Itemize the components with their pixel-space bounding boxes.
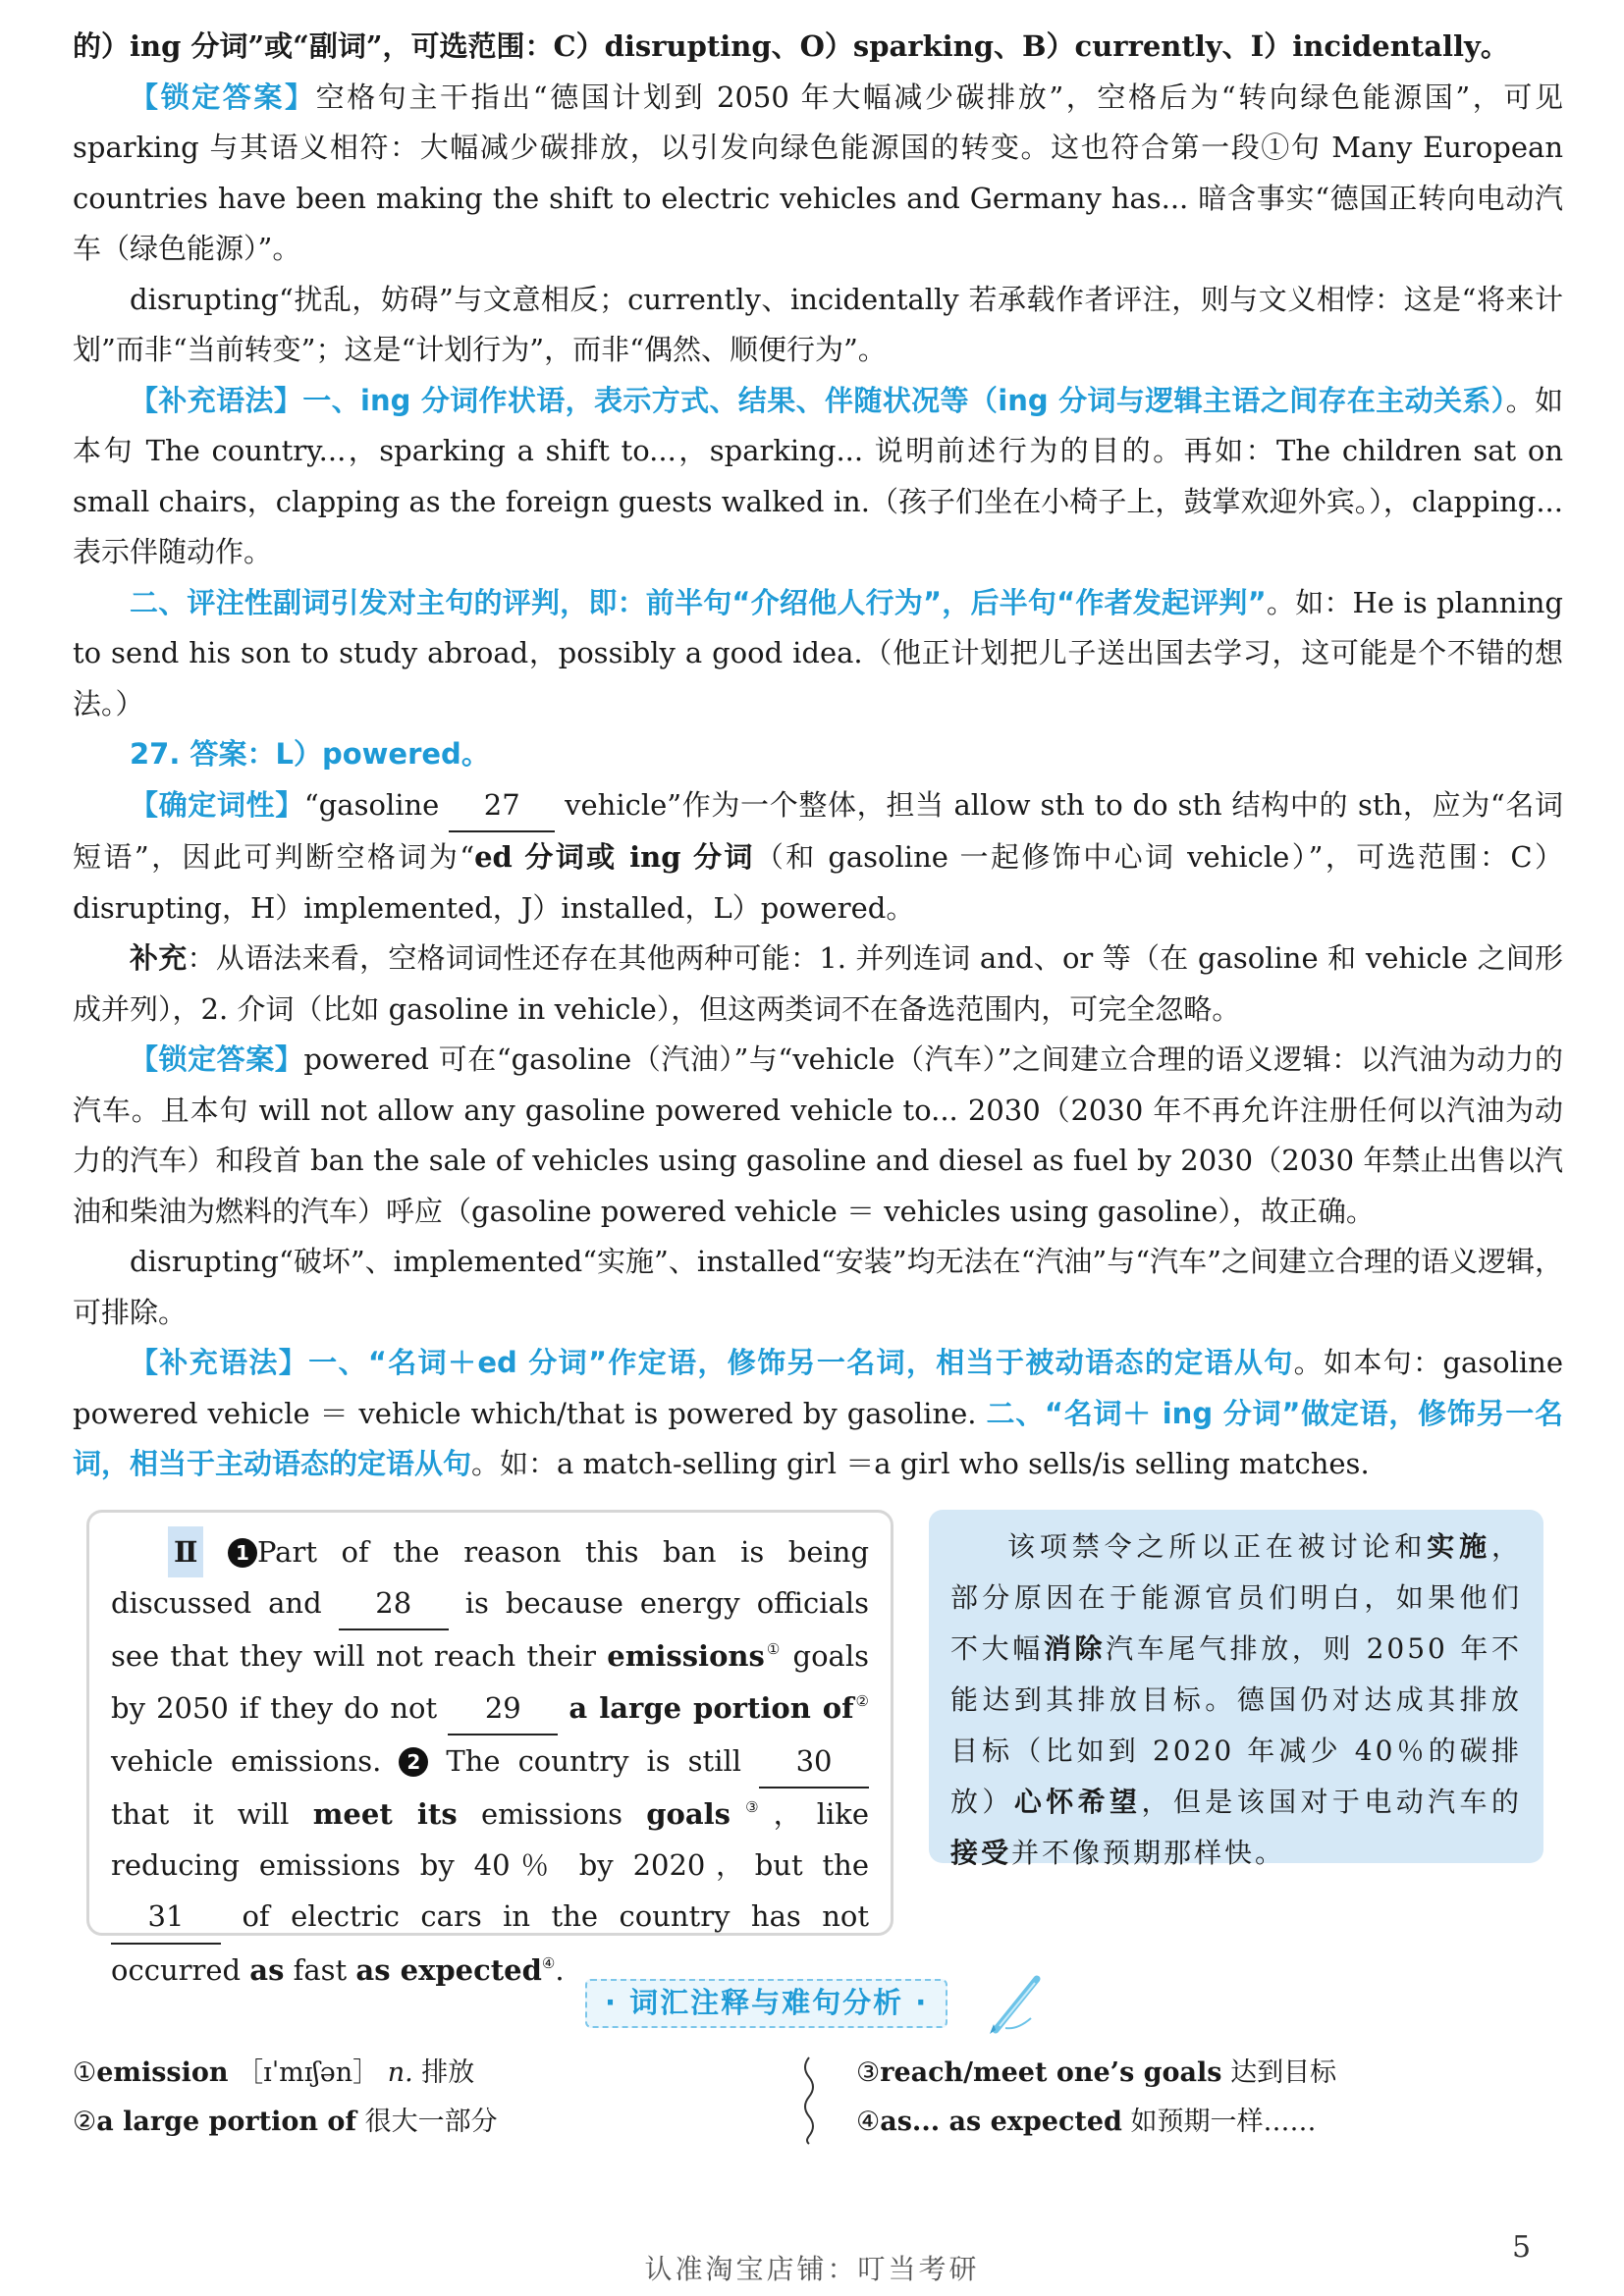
vocab-2-word: a large portion of [96, 2107, 357, 2137]
passage-s2b: that it will [111, 1797, 290, 1832]
vocab-4-meaning: 如预期一样…… [1130, 2107, 1317, 2137]
pos-text-bold: ed 分词或 ing 分词 [474, 840, 755, 874]
vocab-4-num: ④ [856, 2107, 881, 2137]
para-grammar-supplement-1 [73, 376, 1563, 578]
para-line-1 [73, 22, 1563, 73]
section-roman-numeral: Ⅱ [168, 1526, 203, 1577]
passage-s1d: vehicle emissions. [111, 1743, 382, 1778]
vocab-section-title: · 词汇注释与难句分析 · [585, 1979, 947, 2028]
translation-text [950, 1522, 1522, 1879]
translation-keyword-hope: 心怀希望 [1013, 1786, 1142, 1818]
vocab-item-4 [856, 2103, 1317, 2142]
para-exclusion-26 [73, 275, 1563, 376]
translation-keyword-eliminate: 消除 [1043, 1632, 1107, 1665]
supplement-label: 补充 [130, 941, 188, 975]
vocab-item-3 [856, 2054, 1336, 2093]
pos-text-b: vehicle”作为一个整体，担当 allow sth to do sth 结构中的 sth，应为“名词短语”，因此可判断空格词为“ [73, 787, 1563, 874]
vocab-1-meaning: 排放 [421, 2057, 475, 2088]
footnote-mark-4: ④ [541, 1953, 556, 1972]
blank-30: 30 [759, 1735, 869, 1789]
keyword-as: as [249, 1952, 285, 1987]
vocab-1-num: ① [73, 2057, 97, 2088]
translation-keyword-accept: 接受 [950, 1837, 1012, 1869]
para-exclusion-26-text: disrupting“扰乱，妨碍”与文意相反；currently、incidentally 若承载作者评注，则与文义相悖：这是“将来计划”而非“当前转变”；这是“计划行为”，而非“偶然、顺便行为”。 [73, 282, 1563, 366]
para-exclusion-27 [73, 1237, 1563, 1338]
pos-text-a: “gasoline [303, 787, 440, 822]
para-grammar-supplement-27 [73, 1338, 1563, 1490]
keyword-large-portion: a large portion of [568, 1690, 854, 1725]
vocab-item-1 [73, 2054, 474, 2093]
grammar-point-ed-attribute: 一、“名词＋ed 分词”作定语，修饰另一名词，相当于被动语态的定语从句 [308, 1346, 1294, 1379]
para-grammar-supplement-1-text: 。如本句 The country...，sparking a shift to...，sparking... 说明前述行为的目的。再如：The children sat on small chairs，clapping as the foreign guests walked in.（孩子们坐在小椅子上，鼓掌欢迎外宾。），clapping... 表示伴随动作。 [73, 383, 1563, 568]
passage-text [111, 1526, 869, 1996]
grammar-point-comment-adverb: 二、评注性副词引发对主句的评判，即：前半句“介绍他人行为”，后半句“作者发起评判” [130, 585, 1267, 619]
footnote-mark-2: ② [853, 1691, 870, 1710]
passage-s2d: ，like reducing emissions by 40％ by 2020，but the [111, 1797, 869, 1883]
para-grammar-supplement-2-text: 。如：He is planning to send his son to study abroad，possibly a good idea.（他正计划把儿子送出国去学习，这可能是个不错的想法。） [73, 585, 1563, 721]
blank-28: 28 [339, 1577, 449, 1630]
translation-t2: ，部分原因在于能源官员们明白，如果他们不大幅 [950, 1530, 1522, 1665]
tag-grammar-supplement: 【补充语法】 [130, 383, 303, 417]
footer-watermark: 认准淘宝店铺：叮当考研 [644, 2253, 980, 2285]
passage-s1a: Part of the reason this ban is being discussed and [111, 1535, 870, 1621]
para-lock-answer-27 [73, 1035, 1563, 1237]
vocab-1-word: emission [96, 2057, 229, 2088]
para-line-1-text: 的）ing 分词”或“副词”，可选范围：C）disrupting、O）sparking、B）currently、I）incidentally。 [73, 29, 1509, 63]
vocab-3-num: ③ [856, 2057, 881, 2088]
page-number: 5 [1512, 2230, 1532, 2265]
supplement-text: ：从语法来看，空格词词性还存在其他两种可能：1. 并列连词 and、or 等（在 gasoline 和 vehicle 之间形成并列），2. 介词（比如 gasoline in vehicle），但这两类词不在备选范围内，可完全忽略。 [73, 941, 1563, 1026]
vocab-item-2 [73, 2103, 498, 2142]
tag-lock-answer-27: 【锁定答案】 [130, 1042, 304, 1076]
sentence-number-2: 2 [399, 1747, 428, 1777]
grammar-point-ing-attribute: 二、“名词＋ ing 分词”做定语，修饰另一名词，相当于主动语态的定语从句 [73, 1396, 1563, 1480]
blank-27: 27 [449, 780, 555, 833]
vocab-4-word: as... as expected [880, 2107, 1122, 2137]
footnote-mark-1: ① [764, 1640, 783, 1659]
translation-box [929, 1510, 1543, 1869]
vocab-3-meaning: 达到目标 [1230, 2057, 1337, 2088]
blank-31: 31 [111, 1891, 221, 1944]
passage-s2c: emissions [480, 1797, 623, 1832]
para-lock-answer-27-text: powered 可在“gasoline（汽油）”与“vehicle（汽车）”之间建立合理的语义逻辑：以汽油为动力的汽车。且本句 will not allow any gasoline powered vehicle to... 2030（2030 年不再允许注册任何以汽油为动力的汽车）和段首 ban the sale of vehicles using gasoline and diesel as fuel by 2030（2030 年禁止出售以汽油和柴油为燃料的汽车）呼应（gasoline powered vehicle ＝ vehicles using gasoline），故正确。 [73, 1042, 1563, 1228]
keyword-meet: meet its [312, 1797, 458, 1832]
passage-excerpt-box [86, 1510, 893, 1987]
para-part-of-speech-27 [73, 780, 1563, 934]
para-grammar-supplement-2 [73, 578, 1563, 730]
translation-keyword-implement: 实施 [1427, 1530, 1491, 1563]
translation-t3: 汽车尾气排放，则 2050 年不能达到其排放目标。德国仍对达成其排放目标（比如到 2020 年减少 40％的碳排放） [950, 1632, 1522, 1818]
keyword-as-expected: as expected [355, 1952, 542, 1987]
divider-squiggle-icon [797, 2056, 821, 2146]
sentence-number-1: 1 [228, 1538, 257, 1568]
passage-s2e: of electric cars in the country has not occurred [111, 1899, 869, 1987]
vocab-1-pronunciation: ［ɪˈmɪʃən］ [237, 2057, 380, 2088]
vocab-3-word: reach/meet one’s goals [880, 2057, 1222, 2088]
vocab-2-num: ② [73, 2107, 97, 2137]
para-exclusion-27-text: disrupting“破坏”、implemented“实施”、installed“安装”均无法在“汽油”与“汽车”之间建立合理的语义逻辑，可排除。 [73, 1245, 1563, 1329]
tag-lock-answer: 【锁定答案】 [130, 80, 316, 114]
translation-t5: 并不像预期那样快。 [1011, 1837, 1286, 1869]
footnote-mark-3: ③ [731, 1798, 774, 1817]
tag-part-of-speech: 【确定词性】 [130, 787, 304, 822]
passage-s2f: fast [293, 1952, 348, 1987]
pos-text-c: （和 gasoline 一起修饰中心词 vehicle）”，可选范围：C）disrupting，H）implemented，J）installed，L）powered。 [73, 840, 1563, 925]
grammar-27-text-1: 。如本句：gasoline powered vehicle ＝ vehicle which/that is powered by gasoline. [73, 1346, 1563, 1430]
keyword-emissions: emissions [607, 1639, 765, 1674]
explanation-body [73, 22, 1563, 1490]
grammar-point-ing-adverbial: 一、ing 分词作状语，表示方式、结果、伴随状况等（ing 分词与逻辑主语之间存在主动关系） [302, 383, 1506, 417]
para-supplement [73, 934, 1563, 1035]
grammar-27-text-2: 。如：a match-selling girl ＝a girl who sells/is selling matches. [471, 1447, 1370, 1480]
keyword-goals: goals [646, 1797, 731, 1832]
vocab-2-meaning: 很大一部分 [364, 2107, 498, 2137]
para-lock-answer-26-text: 空格句主干指出“德国计划到 2050 年大幅减少碳排放”，空格后为“转向绿色能源国”，可见 sparking 与其语义相符：大幅减少碳排放，以引发向绿色能源国的转变。这也符合第一段①句 Many European countries have been making the shift to electric vehicles and Germany has... 暗含事实“德国正转向电动汽车（绿色能源）”。 [73, 80, 1563, 265]
tag-grammar-supplement-27: 【补充语法】 [130, 1346, 309, 1379]
translation-t1: 该项禁令之所以正在被讨论和 [1007, 1530, 1428, 1563]
vocab-1-pos: n. [387, 2057, 413, 2088]
passage-s1b: is because energy officials see that they will not reach their [111, 1586, 870, 1674]
translation-t4: ，但是该国对于电动汽车的 [1141, 1786, 1522, 1818]
blank-29: 29 [448, 1682, 558, 1735]
para-lock-answer-26 [73, 73, 1563, 275]
answer-27-text: 27. 答案：L）powered。 [130, 737, 490, 771]
answer-27-heading [73, 729, 1563, 780]
pen-icon [986, 1969, 1049, 2038]
passage-s2a: The country is still [446, 1743, 742, 1778]
passage-s1c: goals by 2050 if they do not [111, 1639, 870, 1725]
passage-s2g: . [555, 1952, 565, 1987]
